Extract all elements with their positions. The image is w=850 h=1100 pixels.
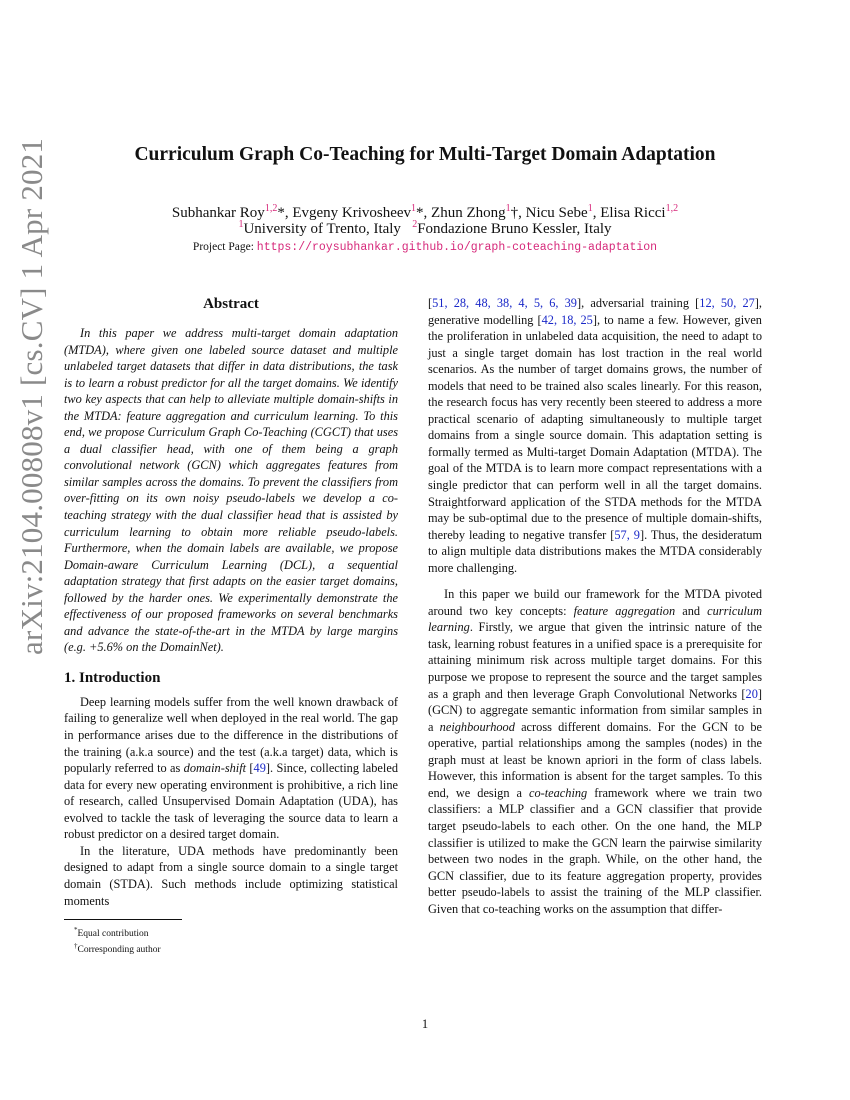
abstract-body: In this paper we address multi-target domain adaptation (MTDA), where given one labeled source dataset and multiple unlabeled target datasets that differ in data distributions, the task is to learn a robust predictor for all the target domains. We identify two key aspects that can help to alleviate multiple domain-shifts in the MTDA: feature aggregation and curriculum learning. To this end, we propose Curriculum Graph Co-Teaching (CGCT) that uses a dual classifier head, with one of them being a graph convolutional network (GCN) which aggregates features from similar samples across the domains. To prevent the classifiers from over-fitting on its own noisy pseudo-labels we develop a co-teaching strategy with the dual classifier head that is assisted by curriculum learning to obtain more reliable pseudo-labels. Furthermore, when the domain labels are available, we propose Domain-aware Curriculum Learning (DCL), a sequential adaptation strategy that first adapts on the easier target domains, followed by the harder ones. We experimentally demonstrate the effectiveness of our proposed frameworks on several benchmarks and advance the state-of-the-art in the MTDA by large margins (e.g. +5.6% on the DomainNet). (64, 326, 398, 655)
footnote: *Equal contribution (74, 926, 149, 940)
arxiv-identifier-stamp: arXiv:2104.00808v1 [cs.CV] 1 Apr 2021 (14, 137, 49, 655)
intro-paragraph-2-start: In the literature, UDA methods have predominantly been designed to adapt from a single source domain to a single target domain (STDA). Such methods include optimizing statistical moments (64, 843, 398, 908)
left-column (64, 295, 398, 956)
footnote-divider (64, 919, 182, 920)
author: Nicu Sebe$^1$ (525, 203, 593, 221)
citation-link[interactable]: 57, 9 (614, 527, 640, 542)
author: Elisa Ricci$^{1,2}$ (600, 203, 679, 221)
right-column (428, 295, 762, 917)
affiliation: $^1$University of Trento, Italy (238, 219, 401, 237)
affiliations (0, 219, 850, 238)
author-list: Subhankar Roy$^{1,2}$*, Evgeny Krivosheev$^1$*, Zhun Zhong$^1$†, Nicu Sebe$^1$, Elisa Ricci$^{1,2}$ (171, 203, 679, 221)
affiliation: $^2$Fondazione Bruno Kessler, Italy (412, 219, 612, 237)
intro-paragraph-3: In this paper we build our framework for the MTDA pivoted around two key concepts: feature aggregation and curriculum learning. Firstly, we argue that given the intrinsic nature of the task, learning robust features in a unified space is a prerequisite for attaining minimum risk across multiple target domains. For this purpose we propose to represent the source and the target samples as a graph and then leverage Graph Convolutional Networks [20] (GCN) to aggregate semantic information from similar samples in a neighbourhood across different domains. For the GCN to be operative, partial relationships among the samples (nodes) in the graph must at least be known apriori in the form of class labels. However, this information is absent for the target samples. To this end, we design a co-teaching framework where we train two classifiers: a MLP classifier and a GCN classifier that provide target pseudo-labels to each other. On the one hand, the MLP classifier is utilized to make the GCN learn the pairwise similarity between two nodes in the graph. While, on the other hand, the GCN classifier, due to its feature aggregation property, provides better pseudo-labels to assist the training of the MLP classifier. Given that co-teaching works on the assumption that differ- (428, 587, 763, 916)
citation-link[interactable]: 51, 28, 48, 38, 4, 5, 6, 39 (432, 296, 577, 310)
project-page-link[interactable]: https://roysubhankar.github.io/graph-coteaching-adaptation (256, 241, 658, 254)
project-page-label: Project Page: (192, 241, 254, 253)
author: Evgeny Krivosheev$^1$* (292, 203, 424, 221)
author: Subhankar Roy$^{1,2}$* (171, 203, 285, 221)
footnotes (64, 924, 398, 956)
abstract-heading: Abstract (203, 296, 259, 312)
citation-link[interactable]: 42, 18, 25 (541, 312, 593, 327)
citation-link[interactable]: 20 (745, 686, 758, 701)
project-page-line (0, 241, 850, 254)
citation-link[interactable]: 49 (253, 761, 266, 776)
citation-link[interactable]: 12, 50, 27 (699, 296, 755, 310)
section-heading-introduction: 1. Introduction (64, 669, 161, 686)
footnote: †Corresponding author (74, 942, 161, 956)
page-number: 1 (421, 1017, 429, 1031)
intro-paragraph-1: Deep learning models suffer from the well known drawback of failing to generalize well when deployed in the real world. The gap in performance arises due to the difference in the distributions of the training (a.k.a source) and the test (a.k.a target) data, which is popularly referred to as domain-shift [49]. Since, collecting labeled data for every new operating environment is prohibitive, a rich line of research, called Unsupervised Domain Adaptation (UDA), has evolved to tackle the task of leveraging the source data to learn a robust predictor on a desired target domain. (64, 694, 398, 842)
paper-title: Curriculum Graph Co-Teaching for Multi-Target Domain Adaptation (134, 144, 716, 165)
intro-paragraph-2-continued: [51, 28, 48, 38, 4, 5, 6, 39], adversarial training [12, 50, 27], generative modelling [42, 18, 25], to name a few. However, given the proliferation in unlabeled data acquisition, the need to adapt to just a single target domain has lost traction in the real world scenarios. As the number of target domains grows, the number of models that need to be trained also scales linearly. For this reason, the research focus has very recently been steered to address a more practical scenario of adapting simultaneously to multiple target domains from a single source domain. This adaptation setting is formally termed as Multi-target Domain Adaptation (MTDA). The goal of the MTDA is to learn more compact representations with a single predictor that can perform well in all the target domains. Straightforward application of the STDA methods for the MTDA may be sub-optimal due to the presence of multiple domain-shifts, thereby leading to negative transfer [57, 9]. Thus, the desideratum to align multiple data distributions makes the MTDA considerably more challenging. (428, 296, 763, 575)
author: Zhun Zhong$^1$† (431, 203, 519, 221)
